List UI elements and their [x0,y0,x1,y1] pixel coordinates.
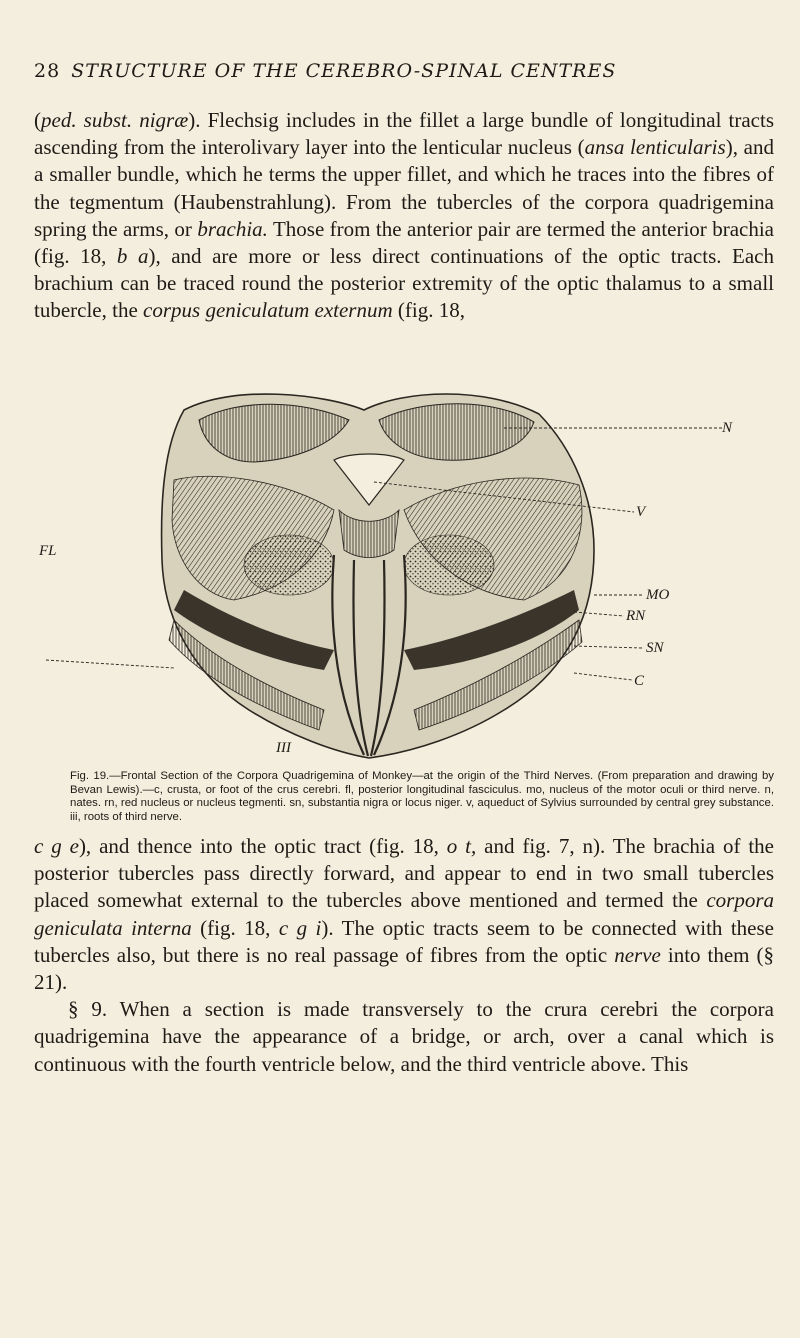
text-run: into them (§ 21). [34,942,775,995]
label-mo: MO [646,587,670,603]
red-nucleus-right [404,535,494,595]
text-run: ). The brachia of the posterior tubercles pass directly forward, and appear to end in two small tubercles placed somewhat external to the tubercles above mentioned and termed the [34,834,774,913]
italic-term: corpora geniculata interna [34,888,774,940]
italic-term: ansa lenticularis [584,135,726,160]
text-run: (fig. 18, [191,915,279,940]
brain-section-illustration [34,390,774,762]
page-title: STRUCTURE OF THE CEREBRO-SPINAL CENTRES [71,60,617,82]
text-run: ( [34,108,41,132]
text-run: ), and thence into the optic tract (fig. 18, [78,834,447,858]
label-n: N [722,420,733,436]
section-9-paragraph: § 9. When a section is made transversely to the crura cerebri the corpora quadrigemina have the appearance of a bridge, or arch, over a canal which is continuous with the fourth ventricle below, and the third ventricle above. This [34,997,774,1076]
label-fl: FL [39,543,57,559]
text-run: Those from the anterior pair are termed the anterior brachia (fig. 18, [34,216,774,269]
italic-term: b a [116,244,149,269]
label-c: C [634,673,645,689]
caption-fig-number: Fig. 19. [70,770,110,782]
text-run: n [582,834,593,858]
page-number: 28 [34,60,61,82]
label-rn: RN [626,608,646,624]
red-nucleus-left [244,535,334,595]
leader-sn [574,646,642,648]
caption-text: —Frontal Section of the Corpora Quadrigemina of Monkey—at the origin of the Third Nerves. (From preparation and drawing by Bevan Lewis).—c, crusta, or foot of the crus cerebri. fl, posterior longitudinal fasciculus. mo, nucleus of the motor oculi or third nerve. n, nates. rn, red nucleus or nucleus tegmenti. sn, substantia nigra or locus niger. v, aqueduct of Sylvius surrounded by central grey substance. iii, roots of third nerve. [70,770,774,823]
italic-term: corpus geniculatum externum [143,298,393,323]
label-iii: III [276,740,291,756]
leader-fl [46,660,174,668]
leader-c [574,673,632,680]
text-run: (fig. 18, [392,298,465,323]
label-v: V [636,504,646,520]
paragraph-bottom [34,833,774,1078]
text-run: ). Flechsig includes in the fillet a large bundle of longitudinal tracts ascending from the interolivary layer into the lenticular nucleus ( [34,108,774,160]
italic-term: c g e [34,834,79,858]
italic-term: brachia. [197,216,268,241]
figure-caption [70,770,774,824]
italic-term: o t, [446,834,477,858]
text-run: ), and a smaller bundle, which he terms the upper fillet, and which he traces into the fibres of the tegmentum (Haubenstrahlung). From the tubercles of the corpora quadrigemina spring the arms, or [34,135,774,241]
text-run: and fig. 7, [476,834,583,858]
italic-term: c g i [278,915,322,940]
text-run: ), and are more or less direct continuations of the optic tracts. Each brachium can be traced round the posterior extremity of the optic thalamus to a small tubercle, the [34,244,775,323]
paragraph-top [34,107,774,325]
running-head [34,60,774,82]
italic-term: ped. subst. nigræ [41,108,189,132]
italic-term: nerve [614,942,661,967]
text-run: ). The optic tracts seem to be connected with these tubercles also, but there is no real passage of fibres from the optic [34,915,774,967]
figure-19 [34,390,774,762]
label-sn: SN [646,640,664,656]
